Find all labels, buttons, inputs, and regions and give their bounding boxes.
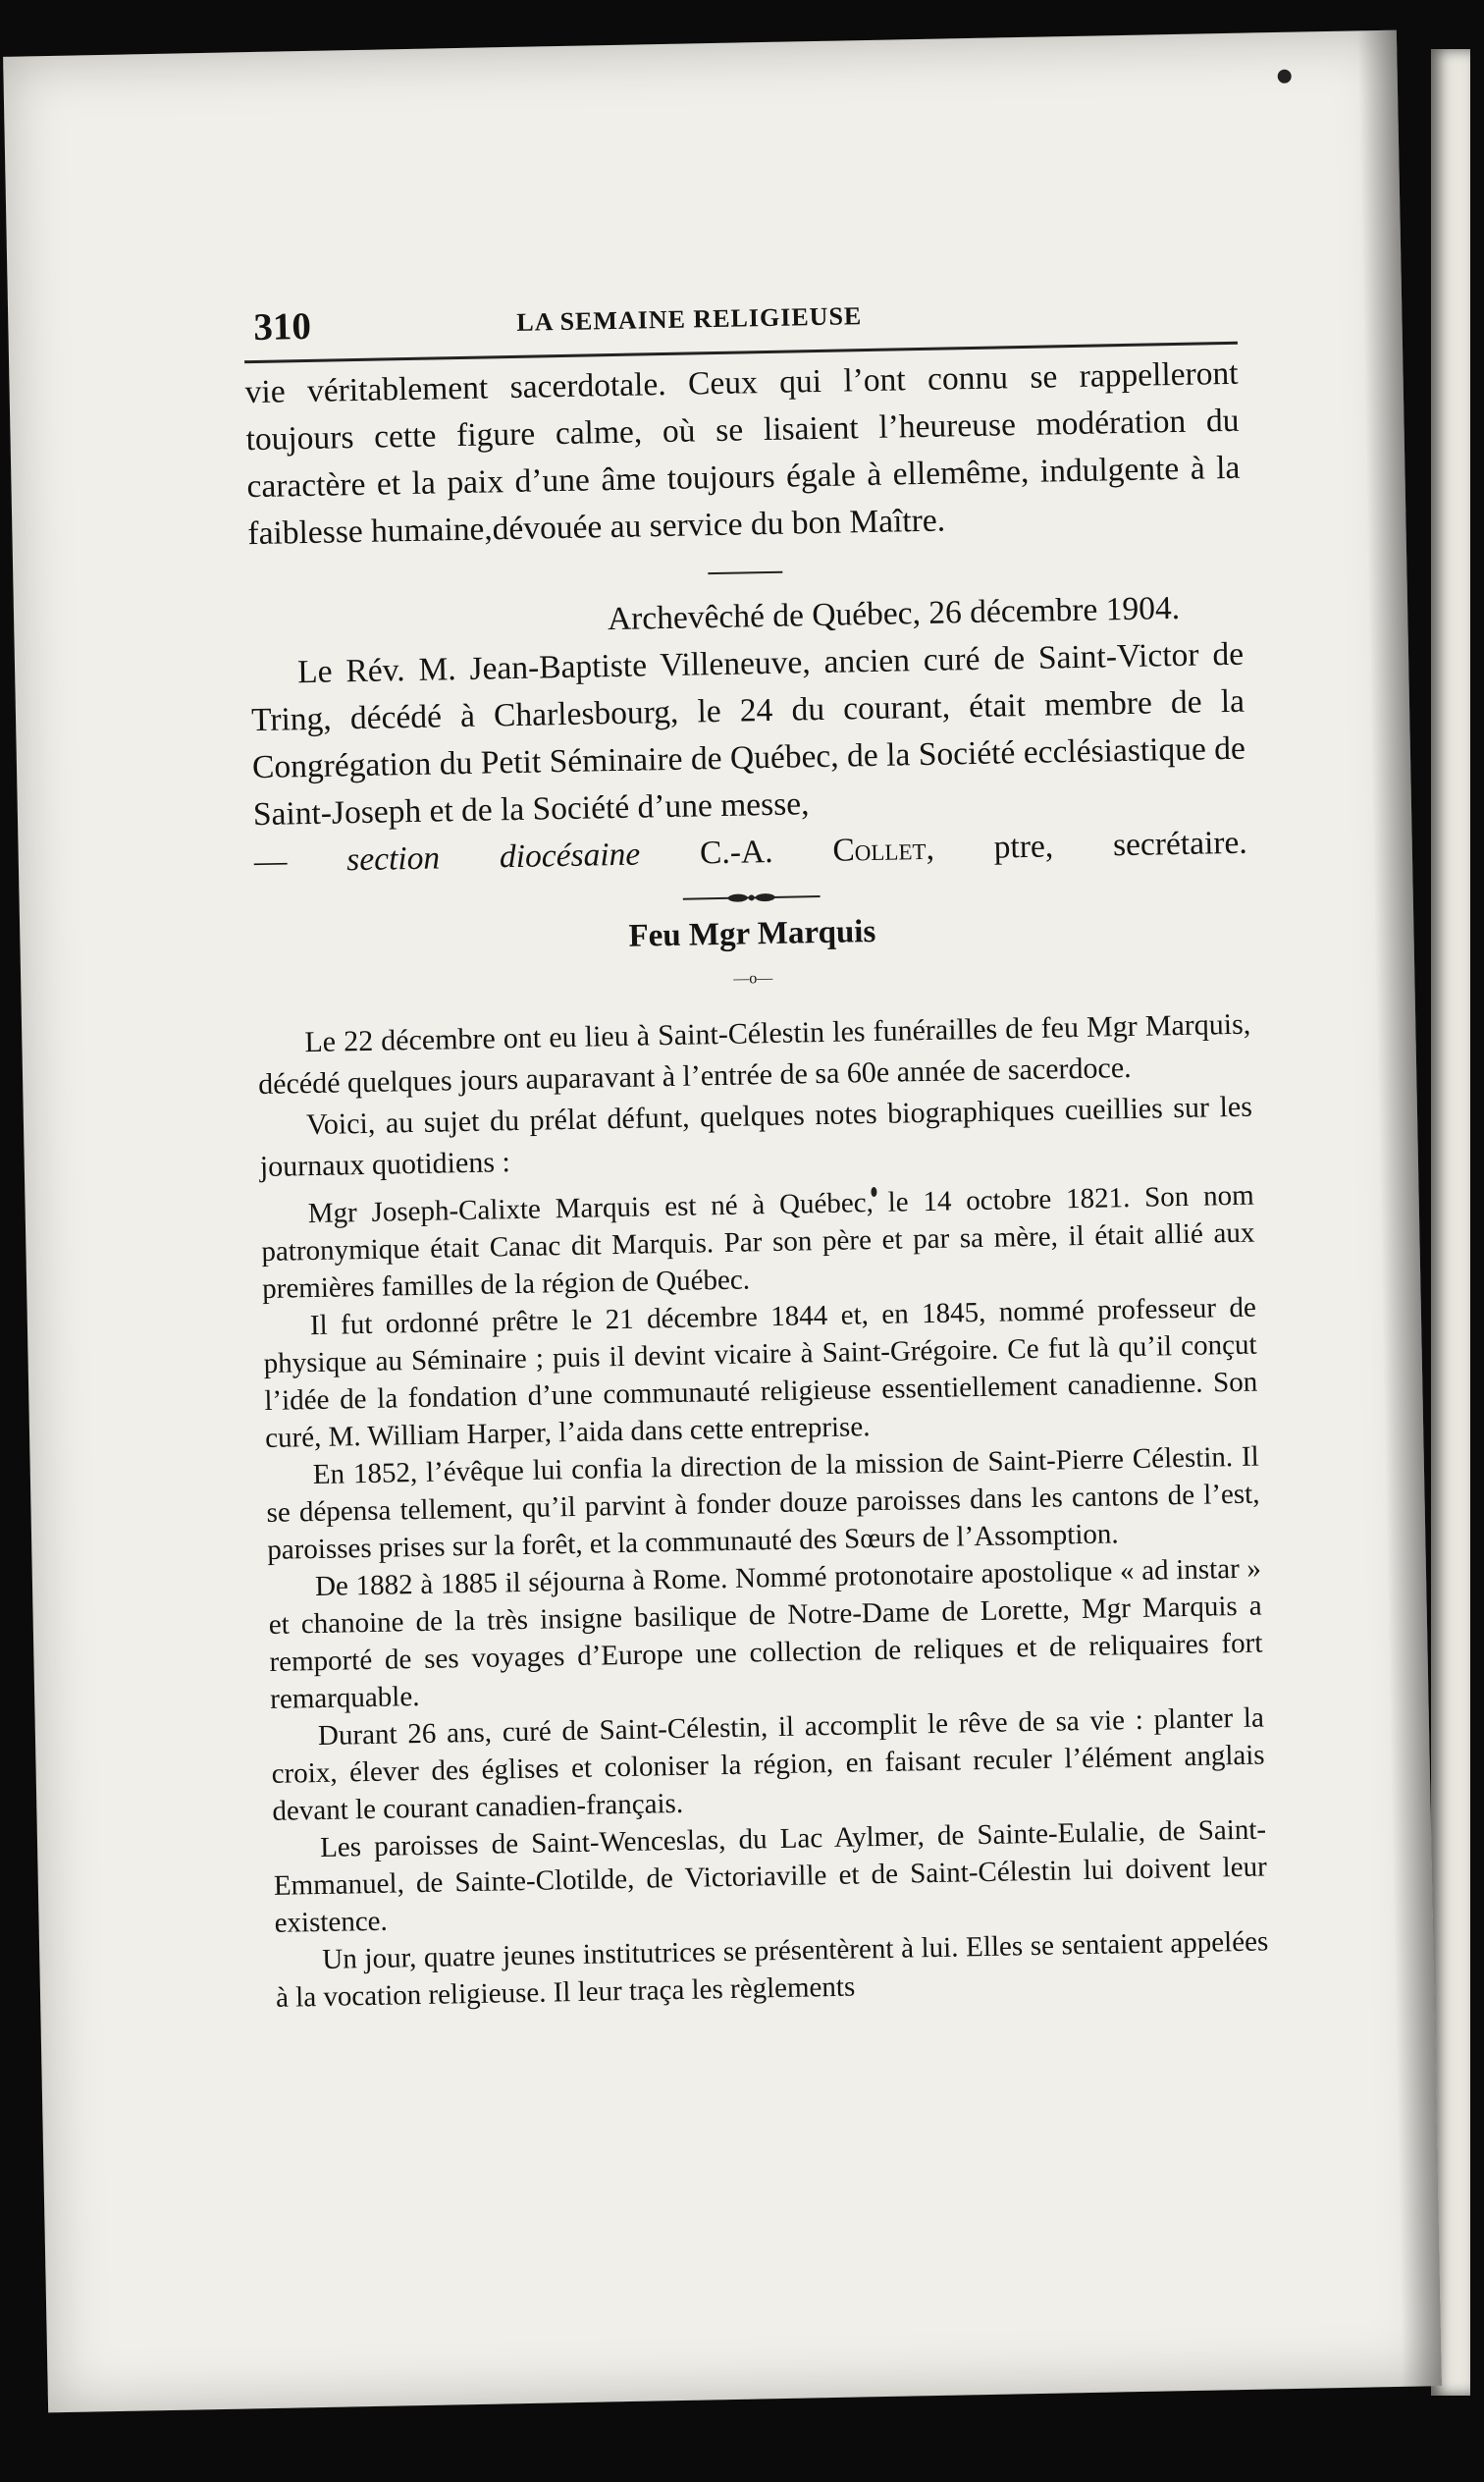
signer-title: , ptre, secrétaire. (926, 824, 1248, 867)
article-intro-paragraph: Le 22 décembre ont eu lieu à Saint-Célestin les funérailles de feu Mgr Marquis, décédé quelques jours auparavant à l’entrée de sa 60e année de sacerdoce. (257, 1007, 1251, 1102)
article-separator: —o— (733, 969, 773, 988)
article-body-paragraph: Mgr Joseph-Calixte Marquis est né à Québec, le 14 octobre 1821. Son nom patronymique était Canac dit Marquis. Par son père et par sa mère, il était allié aux premières familles de la région de Québec. (261, 1179, 1255, 1306)
article-body-paragraph: Durant 26 ans, curé de Saint-Célestin, il accomplit le rêve de sa vie : planter la croix, élever des églises et coloniser la région, en faisant reculer l’élément anglais devant le courant canadien-français. (271, 1701, 1265, 1827)
running-header (243, 281, 1238, 363)
page-content (243, 281, 1269, 2017)
signer-name: C.-A. Collet (699, 830, 927, 872)
short-rule (708, 571, 782, 574)
signature-dash: — (253, 842, 288, 881)
notice-dateline: Archevêché de Québec, 26 décembre 1904. (607, 589, 1181, 638)
article-body-paragraph: Il fut ordonné prêtre le 21 décembre 1844 et, en 1845, nommé professeur de physique au Séminaire ; puis il devint vicaire à Saint-Grégoire. Ce fut là qu’il conçut l’idée de la fondation d’une communauté religieuse essentiellement canadienne. Son curé, M. William Harper, l’aida dans cette entreprise. (263, 1291, 1258, 1454)
article-body-paragraph: De 1882 à 1885 il séjourna à Rome. Nommé protonotaire apostolique « ad instar » et chanoine de la très insigne basilique de Notre-Dame de Lorette, Mgr Marquis a remporté de ses voyages d’Europe une collection de reliques et de reliquaires fort remarquable. (268, 1552, 1263, 1715)
article-body-paragraph: Un jour, quatre jeunes institutrices se présentèrent à lui. Elles se sentaient appelées à la vocation religieuse. Il leur traça les règlements (275, 1925, 1269, 2014)
article-body-paragraph: En 1852, l’évêque lui confia la direction de la mission de Saint-Pierre Célestin. Il se dépensa tellement, qu’il parvint à fonder douze paroisses dans les cantons de l’est, paroisses prises sur la forêt, et la communauté des Sœurs de l’Assomption. (266, 1440, 1260, 1566)
page-number: 310 (253, 304, 312, 349)
intro-paragraph: vie véritablement sacerdotale. Ceux qui l’ont connu se rappelleront toujours cette figure calme, où se lisaient l’heureuse modération du caractère et la paix d’une âme toujours égale à ellemême, indulgente à la faiblesse humaine,dévouée au service du bon Maître. (244, 354, 1241, 553)
page-binding-shadow (1357, 30, 1442, 2387)
article-title: Feu Mgr Marquis (628, 913, 876, 954)
notice-text: Le Rév. M. Jean-Baptiste Villeneuve, ancien curé de Saint-Victor de Tring, décédé à Charlesbourg, le 24 du courant, était membre de la Congrégation du Petit Séminaire de Québec, de la Société ecclésiastique de Saint-Joseph et de la Société d’une messe, (250, 635, 1246, 834)
scanned-page (3, 30, 1442, 2413)
article-body-paragraph: Les paroisses de Saint-Wenceslas, du Lac Aylmer, de Sainte-Eulalie, de Saint-Emmanuel, de Sainte-Clotilde, de Victoriaville et de Saint-Célestin lui doivent leur existence. (273, 1813, 1268, 1939)
section-name: section diocésaine (345, 836, 641, 879)
running-title: LA SEMAINE RELIGIEUSE (516, 301, 863, 337)
adjacent-page-edge (1431, 49, 1470, 2396)
article-intro-paragraph: Voici, au sujet du prélat défunt, quelques notes biographiques cueillies sur les journaux quotidiens : (259, 1090, 1253, 1184)
ink-speck (1278, 70, 1292, 83)
